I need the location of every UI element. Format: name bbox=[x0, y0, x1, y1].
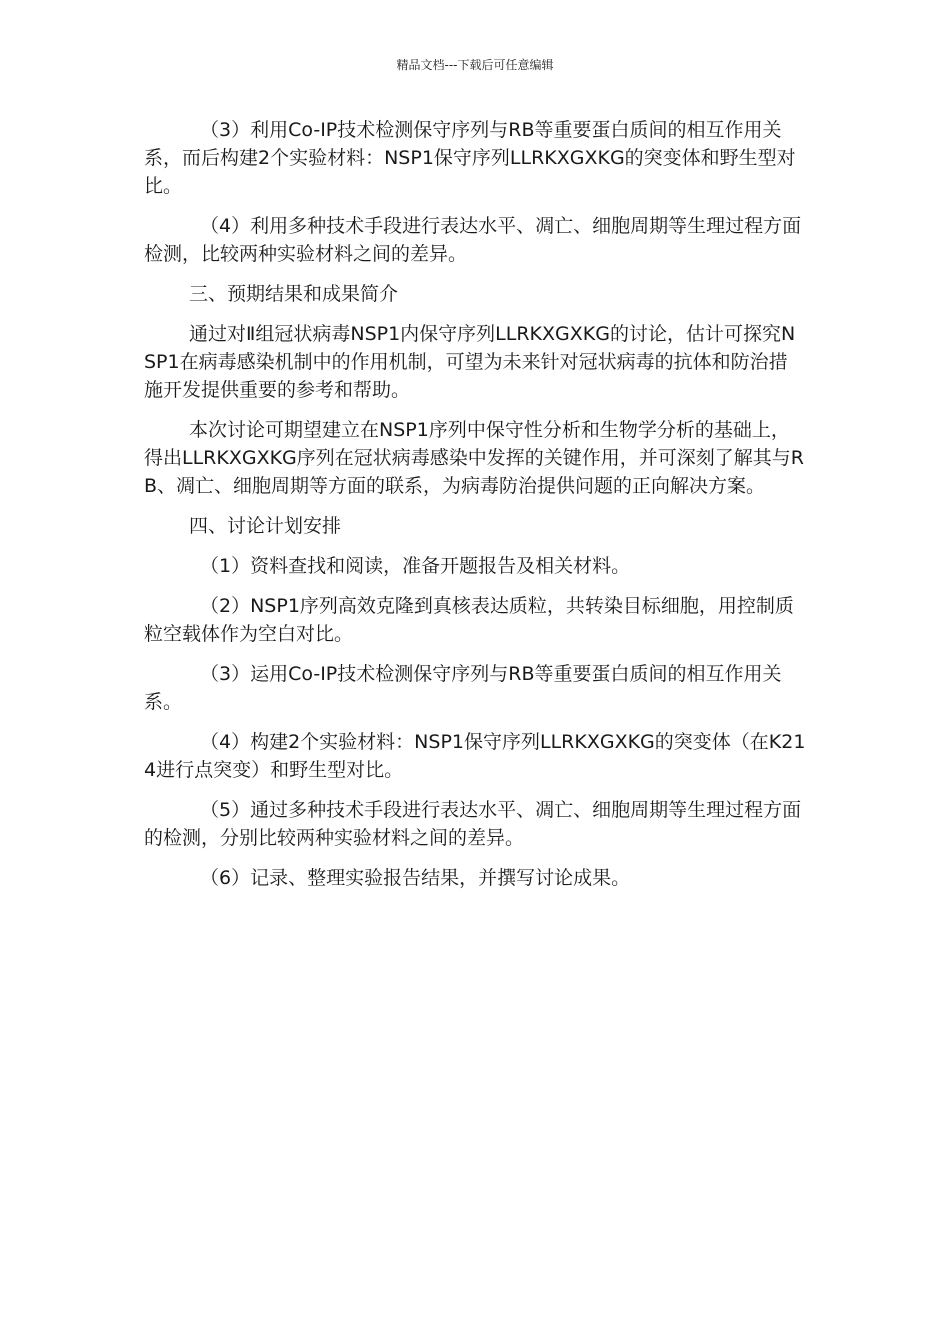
paragraph-step-4-detection: （4）利用多种技术手段进行表达水平、凋亡、细胞周期等生理过程方面检测，比较两种实验材料之间的差异。 bbox=[144, 215, 802, 265]
plan-item-3: （3）运用Co-IP技术检测保守序列与RB等重要蛋白质间的相互作用关系。 bbox=[144, 663, 782, 713]
plan-item-2: （2）NSP1序列高效克隆到真核表达质粒，共转染目标细胞，用控制质粒空载体作为空白对比。 bbox=[144, 595, 794, 645]
plan-item-4: （4）构建2个实验材料：NSP1保守序列LLRKXGXKG的突变体（在K214进行点突变）和野生型对比。 bbox=[144, 731, 806, 781]
plan-item-1: （1）资料查找和阅读，准备开题报告及相关材料。 bbox=[200, 555, 631, 577]
plan-item-6: （6）记录、整理实验报告结果，并撰写讨论成果。 bbox=[200, 867, 631, 889]
paragraph-step-3-coip: （3）利用Co-IP技术检测保守序列与RB等重要蛋白质间的相互作用关系，而后构建2个实验材料：NSP1保守序列LLRKXGXKG的突变体和野生型对比。 bbox=[144, 119, 796, 197]
section-heading-plan: 四、讨论计划安排 bbox=[189, 515, 342, 537]
plan-item-5: （5）通过多种技术手段进行表达水平、凋亡、细胞周期等生理过程方面的检测，分别比较两种实验材料之间的差异。 bbox=[144, 799, 802, 849]
paragraph-expected-results-1: 通过对Ⅱ组冠状病毒NSP1内保守序列LLRKXGXKG的讨论，估计可探究NSP1在病毒感染机制中的作用机制，可望为未来针对冠状病毒的抗体和防治措施开发提供重要的参考和帮助。 bbox=[144, 323, 796, 401]
page-header: 精品文档---下载后可任意编辑 bbox=[396, 58, 554, 72]
paragraph-expected-results-2: 本次讨论可期望建立在NSP1序列中保守性分析和生物学分析的基础上，得出LLRKXGXKG序列在冠状病毒感染中发挥的关键作用，并可深刻了解其与RB、凋亡、细胞周期等方面的联系，为病毒防治提供问题的正向解决方案。 bbox=[144, 419, 804, 497]
section-heading-expected-results: 三、预期结果和成果简介 bbox=[189, 283, 399, 305]
document-body bbox=[144, 116, 806, 904]
